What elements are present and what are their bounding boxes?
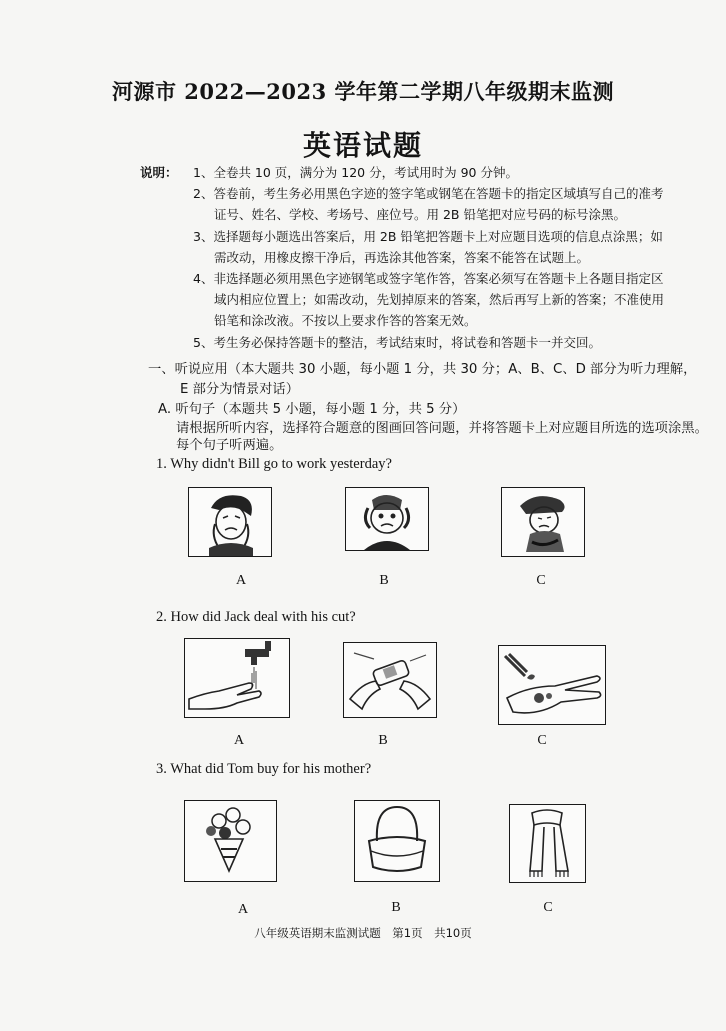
handbag-picture[interactable] [354, 800, 440, 882]
option-c-label: C [536, 573, 546, 588]
question-number: 1. [156, 456, 167, 472]
option-b-label: B [391, 900, 401, 915]
question-number: 3. [156, 761, 167, 777]
fever-picture[interactable] [345, 487, 429, 551]
section-heading: 一、听说应用（本大题共 30 小题，每小题 1 分，共 30 分；A、B、C、D 部分为听力理解， [148, 362, 697, 377]
scarf-picture[interactable] [509, 804, 586, 883]
instruction-item: 5、考生务必保持答题卡的整洁，考试结束时，将试卷和答题卡一并交回。 [193, 335, 601, 350]
option-c-label: C [537, 733, 547, 748]
section-heading-cont: E 部分为情景对话） [180, 382, 300, 397]
question-text: How did Jack deal with his cut? [170, 609, 356, 625]
stomachache-picture[interactable] [501, 487, 585, 557]
question-1 [156, 456, 392, 473]
question-3 [156, 761, 371, 778]
question-number: 2. [156, 609, 167, 625]
instruction-item: 4、非选择题必须用黑色字迹钢笔或签字笔作答，答案必须写在答题卡上各题目指定区 [193, 271, 664, 286]
question-2 [156, 609, 356, 626]
toothache-picture[interactable] [188, 487, 272, 557]
instruction-item: 铅笔和涂改液。不按以上要求作答的答案无效。 [214, 313, 477, 328]
part-a-instruction: 请根据所听内容，选择符合题意的图画回答问题，并将答题卡上对应题目所选的选项涂黑。 [176, 421, 708, 436]
instructions-label: 说明： [140, 165, 178, 180]
instruction-item: 需改动，用橡皮擦干净后，再选涂其他答案，答案不能答在试题上。 [214, 250, 590, 265]
instruction-item: 3、选择题每小题选出答案后，用 2B 铅笔把答题卡上对应题目选项的信息点涂黑；如 [193, 229, 663, 244]
option-a-label: A [235, 573, 247, 588]
page-footer: 八年级英语期末监测试题 第1页 共10页 [254, 926, 472, 940]
question-text: Why didn't Bill go to work yesterday? [170, 456, 392, 472]
instruction-item: 1、全卷共 10 页，满分为 120 分，考试用时为 90 分钟。 [193, 165, 518, 180]
exam-title: 河源市 2022—2023 学年第二学期八年级期末监测 [111, 79, 614, 104]
instruction-item: 2、答卷前，考生务必用黑色字迹的签字笔或钢笔在答题卡的指定区域填写自己的准考 [193, 186, 664, 201]
part-a-title: A. 听句子（本题共 5 小题，每小题 1 分，共 5 分） [158, 402, 466, 417]
medicine-hand-picture[interactable] [498, 645, 606, 725]
question-text: What did Tom buy for his mother? [170, 761, 372, 777]
washing-hand-picture[interactable] [184, 638, 290, 718]
part-a-instruction-2: 每个句子听两遍。 [176, 438, 283, 453]
exam-subject: 英语试题 [302, 129, 423, 162]
instruction-item: 域内相应位置上；如需改动，先划掉原来的答案，然后再写上新的答案；不准使用 [214, 292, 665, 307]
instruction-item: 证号、姓名、学校、考场号、座位号。用 2B 铅笔把对应号码的标号涂黑。 [214, 207, 626, 222]
option-c-label: C [543, 900, 553, 915]
option-b-label: B [378, 733, 388, 748]
option-a-label: A [237, 902, 249, 917]
option-b-label: B [379, 573, 389, 588]
flowers-picture[interactable] [184, 800, 277, 882]
bandage-picture[interactable] [343, 642, 437, 718]
option-a-label: A [233, 733, 245, 748]
